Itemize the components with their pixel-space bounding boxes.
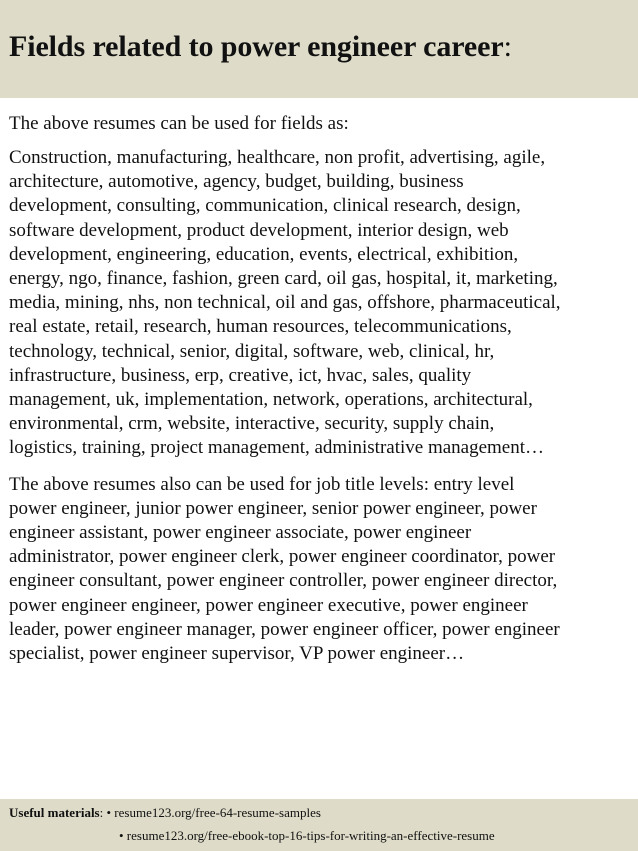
job-levels-paragraph: The above resumes also can be used for job title levels: entry level power engineer, junior power engineer, senior power engineer, power engineer assistant, power engineer associate, power engineer administrator, power engineer clerk, power engineer coordinator, power engineer consultant, power engineer controller, power engineer director, power engineer engineer, power engineer executive, power engineer leader, power engineer manager, power engineer officer, power engineer specialist, power engineer supervisor, VP power engineer… <box>9 473 560 665</box>
fields-paragraph: Construction, manufacturing, healthcare, non profit, advertising, agile, architecture, automotive, agency, budget, building, business development, consulting, communication, clinical research, design, software development, product development, interior design, web development, engineering, education, events, electrical, exhibition, energy, ngo, finance, fashion, green card, oil gas, hospital, it, marketing, media, mining, nhs, non technical, oil and gas, offshore, pharmaceutical, real estate, retail, research, human resources, telecommunications, technology, technical, senior, digital, software, web, clinical, hr, infrastructure, business, erp, creative, ict, hvac, sales, quality management, uk, implementation, network, operations, architectural, environmental, crm, website, interactive, security, supply chain, logistics, training, project management, administrative management… <box>9 147 561 459</box>
main-content <box>9 112 633 666</box>
page-title-text: Fields related to power engineer career <box>9 30 504 63</box>
header-band <box>0 0 638 98</box>
footer-band <box>0 799 638 851</box>
page-title <box>9 29 512 65</box>
useful-materials-colon: : <box>99 805 107 820</box>
footer-link-ebook[interactable]: • resume123.org/free-ebook-top-16-tips-for-writing-an-effective-resume <box>119 828 495 843</box>
useful-materials-label: Useful materials <box>9 805 100 820</box>
footer-row-2 <box>119 828 495 844</box>
page-title-colon: : <box>503 30 512 63</box>
footer-link-samples[interactable]: • resume123.org/free-64-resume-samples <box>106 805 321 820</box>
footer-row-1 <box>9 805 321 821</box>
intro-text: The above resumes can be used for fields as: <box>9 113 349 134</box>
